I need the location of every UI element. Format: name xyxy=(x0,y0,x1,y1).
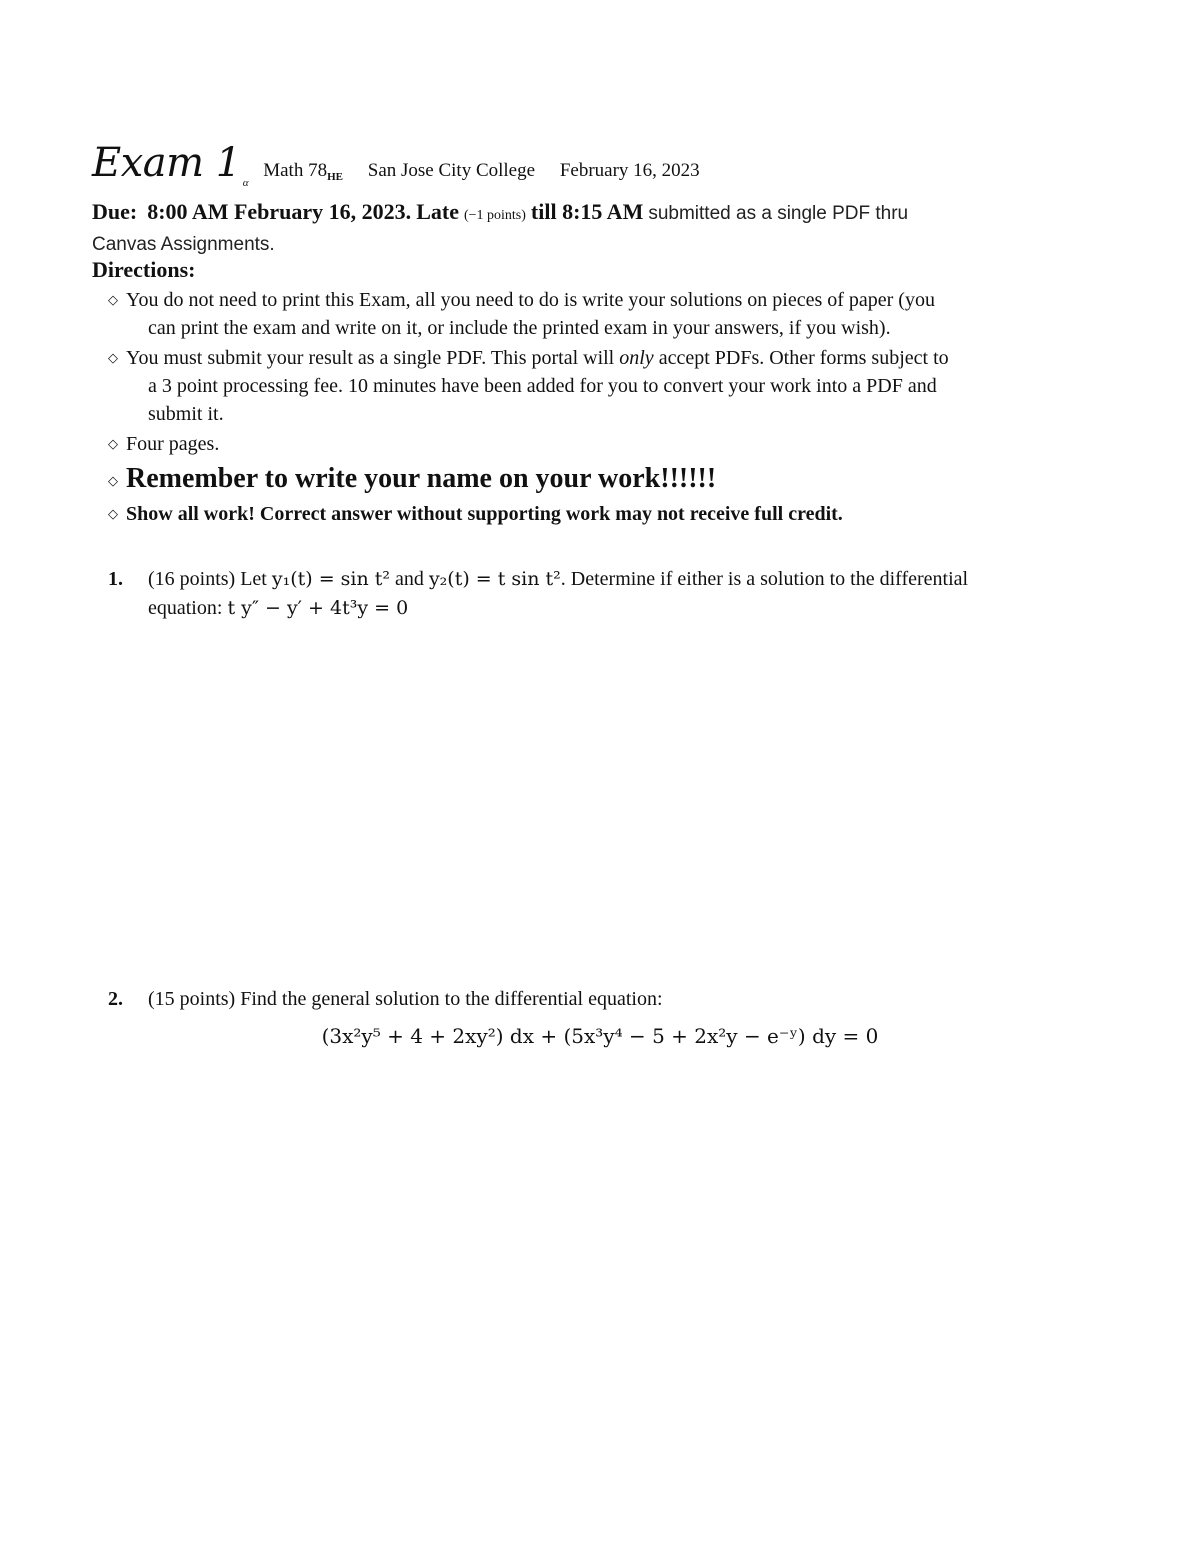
math-equation: t y″ − y′ + 4t³y = 0 xyxy=(227,597,409,619)
direction-text: You must submit your result as a single PDF. This portal will xyxy=(126,347,620,369)
course-name xyxy=(263,160,343,181)
submit-text-2: Canvas Assignments. xyxy=(92,234,275,255)
problem-text: . Determine if either is a solution to the differential xyxy=(560,568,969,590)
direction-item-name-reminder xyxy=(108,460,1108,498)
problem-1 xyxy=(108,565,1108,623)
display-equation: (3x²y⁵ + 4 + 2xy²) dx + (5x³y⁴ − 5 + 2x²y − e⁻ʸ) dy = 0 xyxy=(321,1024,879,1048)
late-penalty: (−1 points) xyxy=(463,208,526,223)
exam-date: February 16, 2023 xyxy=(559,160,700,181)
direction-item xyxy=(108,344,1108,428)
directions-heading: Directions: xyxy=(92,257,196,282)
diamond-bullet-icon: ◇ xyxy=(108,506,118,521)
problem-number: 2. xyxy=(108,988,123,1010)
problem-points: (16 points) Let xyxy=(148,568,267,590)
directions-list xyxy=(108,286,1108,530)
direction-item xyxy=(108,286,1108,342)
exam-variant: α xyxy=(242,177,249,189)
direction-text-cont: can print the exam and write on it, or include the printed exam in your answers, if you wish). xyxy=(148,317,891,339)
direction-text: Remember to write your name on your work!!!!!! xyxy=(126,463,717,494)
college-name: San Jose City College xyxy=(367,160,536,181)
direction-text: Show all work! Correct answer without supporting work may not receive full credit. xyxy=(126,503,843,525)
problem-2 xyxy=(108,985,1108,1014)
exam-title: Exam 1 xyxy=(92,140,241,186)
math-y2: y₂(t) = t sin t² xyxy=(428,568,561,590)
due-deadline: 8:00 AM February 16, 2023. xyxy=(147,199,412,224)
problem-body xyxy=(148,985,1108,1014)
direction-item-show-work xyxy=(108,500,1108,528)
direction-text: accept PDFs. Other forms subject to xyxy=(653,347,949,369)
exam-header xyxy=(92,140,720,189)
problem-body xyxy=(148,565,1108,623)
conjunction: and xyxy=(395,568,424,590)
due-label: Due: xyxy=(92,199,138,224)
math-y1: y₁(t) = sin t² xyxy=(271,568,391,590)
diamond-bullet-icon: ◇ xyxy=(108,473,118,488)
direction-text-cont: submit it. xyxy=(148,403,224,425)
submit-text: submitted as a single PDF thru xyxy=(648,203,909,224)
problem-text: (15 points) Find the general solution to the differential equation: xyxy=(148,988,663,1010)
diamond-bullet-icon: ◇ xyxy=(108,436,118,451)
direction-text: You do not need to print this Exam, all you need to do is write your solutions on pieces of paper (you xyxy=(126,289,935,311)
direction-item xyxy=(108,430,1108,458)
equation-label: equation: xyxy=(148,597,223,619)
emphasis-only: only xyxy=(619,347,654,369)
direction-text: Four pages. xyxy=(126,433,220,455)
due-notice xyxy=(92,197,1102,259)
diamond-bullet-icon: ◇ xyxy=(108,350,118,365)
direction-text-cont: a 3 point processing fee. 10 minutes have been added for you to convert your work into a PDF and xyxy=(148,375,937,397)
diamond-bullet-icon: ◇ xyxy=(108,292,118,307)
course-subscript: HE xyxy=(327,171,343,183)
late-until: till 8:15 AM xyxy=(530,199,644,224)
course-number: Math 78 xyxy=(263,160,328,181)
late-label: Late xyxy=(416,199,459,224)
problem-number: 1. xyxy=(108,568,123,590)
